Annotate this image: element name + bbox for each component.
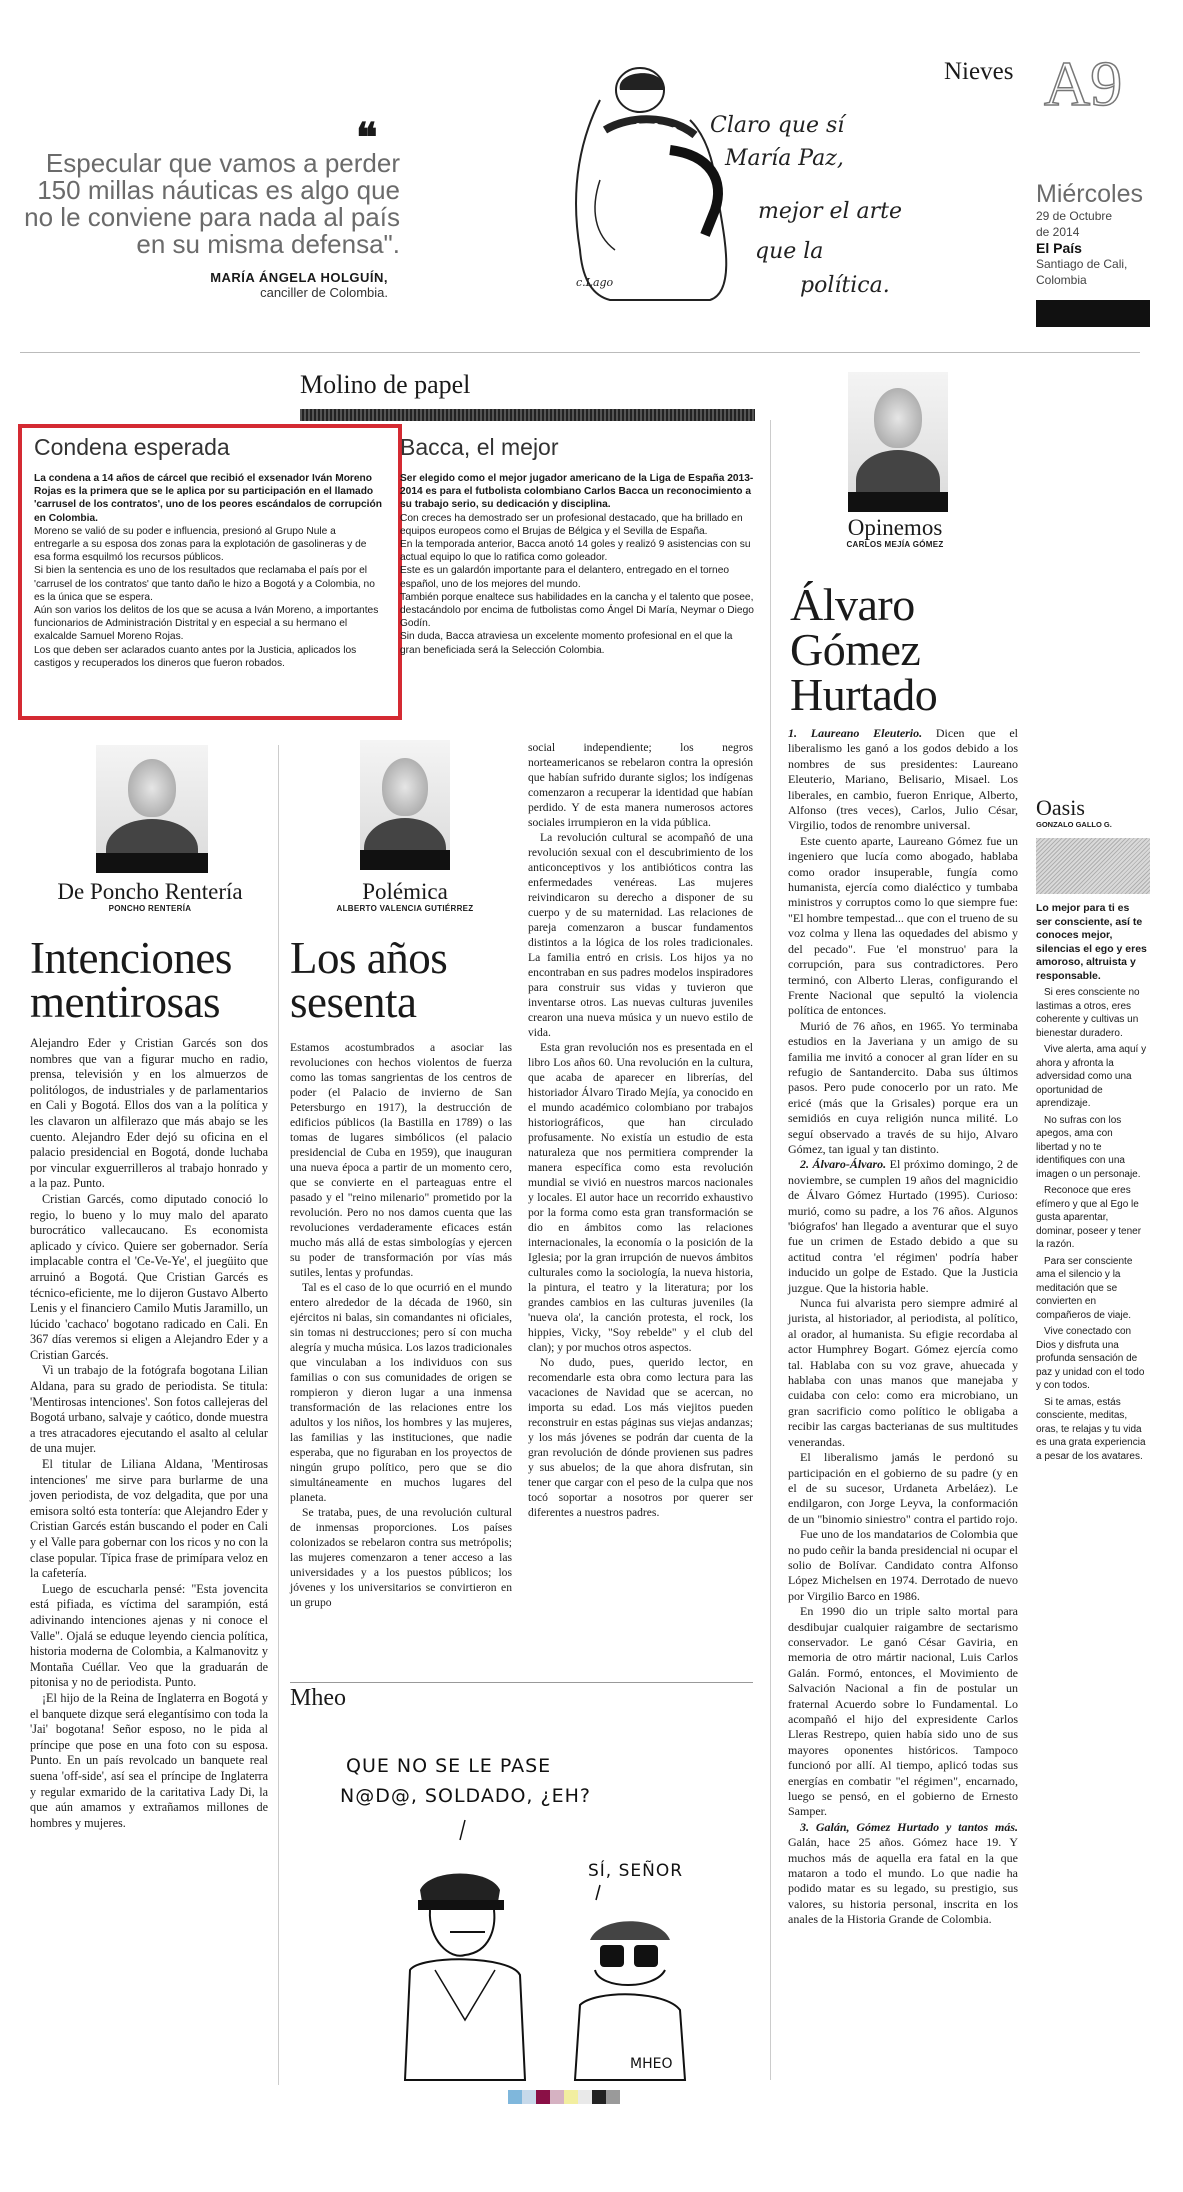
paragraph: social independiente; los negros norteamericanos se rebelaron contra la opresión que habían sufrido durante siglos; los indígenas comenzaron a recuperar la identidad que habían perdido. Y de esta manera numerosos actores sociales irrumpieron en la vida pública. [528, 741, 753, 829]
column-name: De Poncho Rentería [57, 879, 243, 904]
oasis-author: GONZALO GALLO G. [1036, 820, 1112, 829]
editorial-condena-body [34, 472, 384, 670]
header-divider [20, 352, 1140, 353]
paragraph: Este es un galardón importante para el delantero, entregado en el torneo español, uno de los mejores del mundo. [400, 565, 730, 590]
editorial-section-title: Molino de papel [300, 370, 471, 399]
article-headline: Intenciones mentirosas [30, 933, 232, 1027]
column-author: CARLOS MEJÍA GÓMEZ [846, 540, 944, 549]
editorial-bacca-title: Bacca, el mejor [400, 434, 559, 460]
editorial-lead: La condena a 14 años de cárcel que recibió el exsenador Iván Moreno Rojas es la primera que se le aplica por su participación en el llamado 'carrusel de los contratos', uno de los peores escándalos de corrupción en Colombia. [34, 473, 382, 524]
paragraph: Para ser consciente ama el silencio y la meditación que se convierten en compañeros de viaje. [1036, 1255, 1133, 1321]
editorial-condena-title: Condena esperada [34, 434, 230, 460]
paragraph: No dudo, pues, querido lector, en recomendarle esta obra como lectura para las vacaciones de Navidad que se acercan, no importa su edad. Los más viejitos pueden reconstruir en estas páginas sus viejas andanzas; y los más jóvenes se podrán dar cuenta de la gran revolución de dónde provienen sus padres y sus abuelos; de la que ahora disfrutan, sin tener que cargar con el peso de la culpa que nos tocó soportar a nosotros por querer ser diferentes a nuestros padres. [528, 1356, 753, 1519]
section-label: 3. Galán, Gómez Hurtado y tantos más. [800, 1819, 1018, 1834]
paragraph: Vi un trabajo de la fotógrafa bogotana Lilian Aldana, para su grado de periodista. Se titula: 'Mentirosas intenciones'. Son fotos callejeras del Bogotá urbano, salvaje y caótico, donde muestra a tres atracadores ejecutando el asalto al celular de una mujer. [30, 1363, 268, 1456]
paragraph: Vive alerta, ama aquí y ahora y afronta la adversidad como una oportunidad de aprendizaje. [1036, 1044, 1147, 1109]
paragraph: Galán, hace 25 años. Gómez hace 19. Y muchos más de aquella era fatal en la que mataron a todo el mundo. Lo que nadie ha podido matar es su legado, su prestigio, sus valores, su historia personal, inscrita en los anales de la Historia Grande de Colombia. [788, 1835, 1018, 1927]
paragraph: Con creces ha demostrado ser un profesional destacado, que ha brillado en equipos europeos como el Brujas de Bélgica y el Sevilla de España. [400, 512, 743, 537]
cartoon-divider [290, 1682, 753, 1683]
paragraph: No sufras con los apegos, ama con libertad y no te identifiques con una imagen o un personaje. [1036, 1114, 1141, 1180]
paragraph: En 1990 dio un triple salto mortal para desdibujar cualquier raigambre de sectarismo conservador. Le ganó César Gaviria, en memoria de otro mártir nacional, Luis Carlos Galán. Formó, entonces, el Movimiento de Salvación Nacional a fin de postular un fraternal Acuerdo sobre lo Fundamental. Lo acompañó el hijo del expresidente Carlos Lleras Restrepo, quien había sido uno de sus mayores oponentes históricos. Tampoco funcionó por allí. Al tiempo, aplicó todas sus energías en combatir "el régimen", encarnado, luego se pensó, en el gobierno de Ernesto Samper. [788, 1604, 1018, 1819]
oasis-header [1036, 796, 1148, 829]
article-body-alvaro [788, 726, 1018, 1928]
paragraph: Si bien la sentencia es uno de los resultados que reclamaba el país por el 'carrusel de los contratos' que tanto daño le hizo a Bogotá y a Colombia, no es la única que se espera. [34, 565, 375, 603]
speech-bubble-reply: SÍ, SEÑOR [588, 1861, 684, 1881]
featured-quote: Especular que vamos a perder 150 millas náuticas es algo que no le conviene para nada al país en su misma defensa". [24, 148, 400, 259]
svg-text:política.: política. [800, 273, 890, 298]
paragraph: Estamos acostumbrados a asociar las revoluciones con hechos violentos de fuerza como las tomas sangrientas de los centros de poder (el Palacio de invierno de San Petersburgo en 1917), la destrucción de edificios públicos (la Bastilla en 1789) o las tomas de lugares simbólicos (el palacio presidencial de Cuba en 1959), que inauguran una nueva época a partir de un momento cero, que se convierte en el parteaguas entre el pasado y el "reino milenario" prometido por la revolución. Pero no nos damos cuenta que las revoluciones verdaderamente eficaces están mucho más allá de estas simbologías y ejercen su poder de transformación por vías más sutiles, lentas y profundas. [290, 1041, 512, 1279]
paragraph: Alejandro Eder y Cristian Garcés son dos nombres que van a figurar mucho en radio, prensa, televisión y en los almuerzos de politólogos, de industriales y de parlamentarios en Cali y Bogotá. Ellos dos van a la política y les clavaron un alfilerazo que más abajo se les cuento. Alejandro Eder dejó su oficina en el palacio presidencial en Bogotá, donde luchaba por vincular exguerrilleros al trabajo honrado y a la paz. Punto. [30, 1036, 268, 1191]
editorial-title-bar [300, 409, 755, 421]
paragraph: Tal es el caso de lo que ocurrió en el mundo entero alrededor de la década de 1960, sin ejércitos ni balas, sin comandantes ni oficiales, sin tomas ni destrucciones; pero sí con mucha alegría y mucha música. Los lazos tradicionales que vinculaban a los individuos con sus familias o con sus comunidades de origen se rompieron y dieron lugar a una inmensa transformación de las relaciones entre los adultos y los niños, los hombres y las mujeres, las familias y las instituciones, que nadie esperaba, que no figuraban en los proyectos de ningún grupo político, pero que se dio simultáneamente en muchos lugares del planeta. [290, 1281, 512, 1504]
quote-author-role: canciller de Colombia. [260, 285, 388, 300]
column-divider [770, 420, 771, 2080]
section-label: 1. Laureano Eleuterio. [788, 726, 923, 740]
date-block [1036, 180, 1176, 288]
political-cartoon-illustration [300, 1740, 750, 2100]
date-day-month: 29 de Octubre [1036, 209, 1113, 223]
paragraph: ¡El hijo de la Reina de Inglaterra en Bogotá y el banquete dizque será elegantísimo con toda la 'Jai' bogotana! Señor esposo, no le pida al príncipe que pose en una foto con su esposa. Punto. En un país revolcado un banquete real suena 'off-side', así sea el príncipe de Inglaterra y regular exmarido de la caritativa Lady Di, la que aún amamos y extrañamos millones de hombres y mujeres. [30, 1690, 268, 1830]
author-photo [848, 372, 948, 512]
author-photo [360, 740, 450, 870]
section-label: 2. Álvaro-Álvaro. [800, 1157, 887, 1172]
section-name: Nieves [944, 58, 1014, 85]
svg-text:mejor el arte: mejor el arte [758, 199, 902, 224]
column-label-poncho [30, 880, 270, 913]
editorial-bacca-body [400, 472, 755, 657]
column-label-polemica [300, 880, 510, 913]
column-name: Polémica [362, 879, 448, 904]
paragraph: Se trataba, pues, de una revolución cultural de inmensas proporciones. Los países colonizados se rebelaron contra sus metrópolis; las mujeres comenzaron a tener acceso a las universidades y a los puestos públicos; los jóvenes y los universitarios se convirtieron en un grupo [290, 1506, 512, 1609]
column-name: Opinemos [847, 515, 943, 540]
article-headline: Álvaro Gómez Hurtado [790, 579, 938, 720]
column-author: ALBERTO VALENCIA GUTIÉRREZ [336, 904, 474, 913]
paragraph: Los que deben ser aclarados cuanto antes por la Justicia, aplicados los castigos y recuperados los dineros que fueron robados. [34, 644, 357, 669]
author-photo [96, 745, 208, 873]
quote-attribution [120, 270, 388, 300]
paragraph: Dicen que el liberalismo les ganó a los godos debido a los nombres de sus presidentes: Laureano Eleuterio, Mariano, Belisario, Misael. Los liberales, en cambio, fueron Enrique, Alberto, Alfonso (tres veces), Carlos, Julio César, Virgilio, todos de renombre universal. [788, 726, 1018, 833]
cartoon-signature: MHEO [630, 2056, 673, 2072]
paragraph: Esta gran revolución nos es presentada en el libro Los años 60. Una revolución en la cultura, que acaba de aparecer en librerías, del historiador Álvaro Tirado Mejía, ya conocido en el mundo académico colombiano por trabajos historiográficos, que han circulado profusamente. No existía un estudio de esta naturaleza que nos permitiera comprender la manera específica como esta revolución mundial se vivió en nuestros marcos nacionales y locales. El autor hace un recorrido exhaustivo por la forma como esta gran transformación se dio en ámbitos como las relaciones internacionales, la economía o la posición de la Iglesia; por la gran irrupción de nuevos ámbitos culturales como la sociología, la nueva historia, la pintura, el teatro y la literatura; por los grandes cambios en las culturas juveniles (la 'nueva ola', la canción protesta, el rock, los hippies, Vicky, "Soy rebelde" y el club del clan); y por muchos otros aspectos. [528, 1041, 753, 1354]
newspaper-name: El País [1036, 240, 1082, 256]
quote-author-name: MARÍA ÁNGELA HOLGUÍN, [210, 270, 388, 285]
paragraph: También porque enaltece sus habilidades en la cancha y el talento que posee, destacándolo por encima de futbolistas como Ángel Di María, Neymar o Diego Godín. [400, 591, 754, 630]
article-body-sesenta-continued [528, 740, 753, 1520]
country: Colombia [1036, 273, 1087, 287]
editorial-lead: Ser elegido como el mejor jugador americano de la Liga de España 2013-2014 es para el futbolista colombiano Carlos Bacca un reconocimiento a su trabajo serio, su dedicación y disciplina. [400, 473, 754, 511]
paragraph: Este cuento aparte, Laureano Gómez fue un ingeniero que lucía como abogado, hablaba como orador insuperable, fungía como humanista, ejercía como dialéctico y tumbaba ministros y corruptos como lo que siempre fue: "El hombre tempestad... que con el trueno de su voz colma y llena las oquedades del abismo y del pecado". Fue 'el monstruo' para la corrupción, para sus contradictores. Pero terminó, con Alberto Lleras, configurando el Frente Nacional que sepultó la violencia política de entonces. [788, 833, 1018, 1018]
paragraph: Si te amas, estás consciente, meditas, oras, te relajas y tu vida es una grata experiencia a pesar de los avatares. [1036, 1396, 1146, 1462]
paragraph: El titular de Liliana Aldana, 'Mentirosas intenciones' me sirve para burlarme de una joven periodista, de voz delgadita, que por una emisora soltó esta tontería: que Alejandro Eder y Cristian Garcés están buscando el poder en Cali y el Valle para gobernar con los ricos y no con la clase popular. Típica frase de primípara veloz en la cafetería. [30, 1457, 268, 1581]
city: Santiago de Cali, [1036, 257, 1128, 271]
date-year: de 2014 [1036, 225, 1080, 239]
cartoon-signature: c.Lago [576, 276, 614, 289]
page-number: A9 [1044, 48, 1123, 119]
paragraph: Murió de 76 años, en 1965. Yo terminaba estudios en la Javeriana y un amigo de su familia me invitó a conocer al gran líder en su refugio de Santandercito. Daba sus últimos pasos. Pero pude conocerlo por un rato. Me ericé (más que la Grisales) porque era un semidiós en cuya religión nunca milité. Lo seguí observado a través de su hijo, Alvaro Gómez, tan igual y tan distinto. [788, 1018, 1018, 1156]
paragraph: El próximo domingo, 2 de noviembre, se cumplen 19 años del magnicidio de Álvaro Gómez Hurtado (1995). Curioso: murió, como su padre, a los 76 años. Algunos 'biógrafos' han llegado a aventurar que el suyo fue un crimen de Estado debido a que su actitud contra 'el régimen' podría haber inducido un golpe de Estado. Que la Justicia juzgue. Que la historia hable. [788, 1157, 1018, 1295]
svg-text:que la: que la [755, 239, 824, 264]
paragraph: Aún son varios los delitos de los que se acusa a Iván Moreno, a importantes funcionarios de Administración Distrital y en especial a su hermano el exalcalde Samuel Moreno Rojas. [34, 605, 379, 643]
paragraph: Reconoce que eres efímero y que al Ego le gusta aparentar, dominar, poseer y tener la razón. [1036, 1185, 1142, 1250]
article-body-intenciones [30, 1036, 268, 1831]
paragraph: La revolución cultural se acompañó de una revolución sexual con el descubrimiento de los anticonceptivos y los antibióticos contra las enfermedades venéreas. Las mujeres reivindicaron su derecho a disponer de su cuerpo y de su maternidad. Las relaciones de pareja comenzaron a buscar fundamentos distintos a la lógica de los roles tradicionales. La familia entró en crisis. Los hijos ya no encontraban en sus padres modelos inspiradores para construir sus vidas y tuvieron que inventarse otros. Las nuevas culturas juveniles crearon una nueva música y un nuevo estilo de vida. [528, 831, 753, 1039]
paragraph: Nunca fui alvarista pero siempre admiré al jurista, al historiador, al periodista, al político, al orador, al humanista. Su efigie recordaba al actor Humphrey Bogart. Gómez ejercía como tal. Hablaba con su voz grave, ahuecada y hablaba con unas manos que manejaba y cuidaba con celo: como era microbiano, un gran sacrificio como político le obligaba a recibir las cargas bacterianas de sus multitudes venerandas. [788, 1296, 1018, 1449]
column-author: PONCHO RENTERÍA [108, 904, 192, 913]
article-body-sesenta [290, 1040, 512, 1610]
editorial-cartoon-illustration [520, 60, 980, 310]
article-headline: Los años sesenta [290, 933, 448, 1027]
oasis-lead: Lo mejor para ti es ser consciente, así te conoces mejor, silencias el ego y eres amoroso, altruista y responsable. [1036, 902, 1147, 982]
paragraph: Moreno se valió de su poder e influencia, presionó al Grupo Nule a entregarle a su esposa dos zonas para la explotación de gasolineras y de esa forma esquilmó los recursos públicos. [34, 525, 367, 564]
quote-icon: ❝ [356, 115, 378, 160]
column-divider [278, 745, 279, 2085]
paragraph: En la temporada anterior, Bacca anotó 14 goles y realizó 9 asistencias con su actual equipo lo que lo ratifica como goleador. [400, 539, 751, 564]
paragraph: El liberalismo jamás le perdonó su participación en el gobierno de su padre (y en el de su sucesor, Urdaneta Arbeláez). Le endilgaron, con Jorge Leyva, la conformación de un "binomio siniestro" contra el partido rojo. [788, 1450, 1018, 1526]
oasis-pattern-bar [1036, 838, 1150, 894]
paragraph: Luego de escucharla pensé: "Esta jovencita está pifiada, es víctima del sarampión, está adivinando intenciones ajenas y ni conoce el Valle". Ojalá se eduque leyendo ciencia política, historia moderna de Colombia, a Kalmanovitz y Montaña Cuéllar. Veo que la graduarán de pitonisa y no de periodista. Punto. [30, 1581, 268, 1690]
paragraph: Cristian Garcés, como diputado conoció lo regio, lo bueno y lo muy malo del aparato burocrático vallecaucano. Es economista aplicado y cívico. Quiere ser gobernador. Sería implacable contra el 'Ce-Ve-Ye', el juegüito que arruinó a Bogotá. Que Cristian Garcés es técnico-eficiente, me lo dijeron Gustavo Alberto Lenis y el financiero Camilo Mutis Jaramillo, un lúcido 'cachaco' bogotano radicado en Cali. En 367 días veremos si eligen a Alejandro Eder y a Cristian Garcés. [30, 1191, 268, 1362]
svg-text:Claro que sí: Claro que sí [710, 113, 845, 138]
oasis-title: Oasis [1036, 795, 1085, 820]
paragraph: Fue uno de los mandatarios de Colombia que no pudo ceñir la banda presidencial ni ocupar el solio de Bolívar. Candidato contra Alfonso López Michelsen en 1974. Derrotado de nuevo por Virgilio Barco en 1986. [788, 1527, 1018, 1603]
cartoon-section-title: Mheo [290, 1685, 346, 1711]
paragraph: Si eres consciente no lastimas a otros, eres coherente y cultivas un bienestar duradero. [1036, 987, 1140, 1039]
weekday: Miércoles [1036, 180, 1143, 208]
paragraph: Sin duda, Bacca atraviesa un excelente momento profesional en el que la gran beneficiada será la Selección Colombia. [400, 631, 733, 656]
oasis-body [1036, 902, 1148, 1466]
speech-bubble-line-2: N@D@, SOLDADO, ¿EH? [340, 1785, 591, 1807]
paragraph: Vive conectado con Dios y disfruta una profunda sensación de paz y unidad con el todo y con todos. [1036, 1326, 1145, 1391]
header-color-bar [1036, 300, 1150, 327]
speech-bubble-line-1: QUE NO SE LE PASE [346, 1755, 552, 1777]
column-label-opinemos [820, 516, 970, 549]
svg-text:María Paz,: María Paz, [725, 146, 844, 171]
print-registration-marks [508, 2090, 620, 2104]
